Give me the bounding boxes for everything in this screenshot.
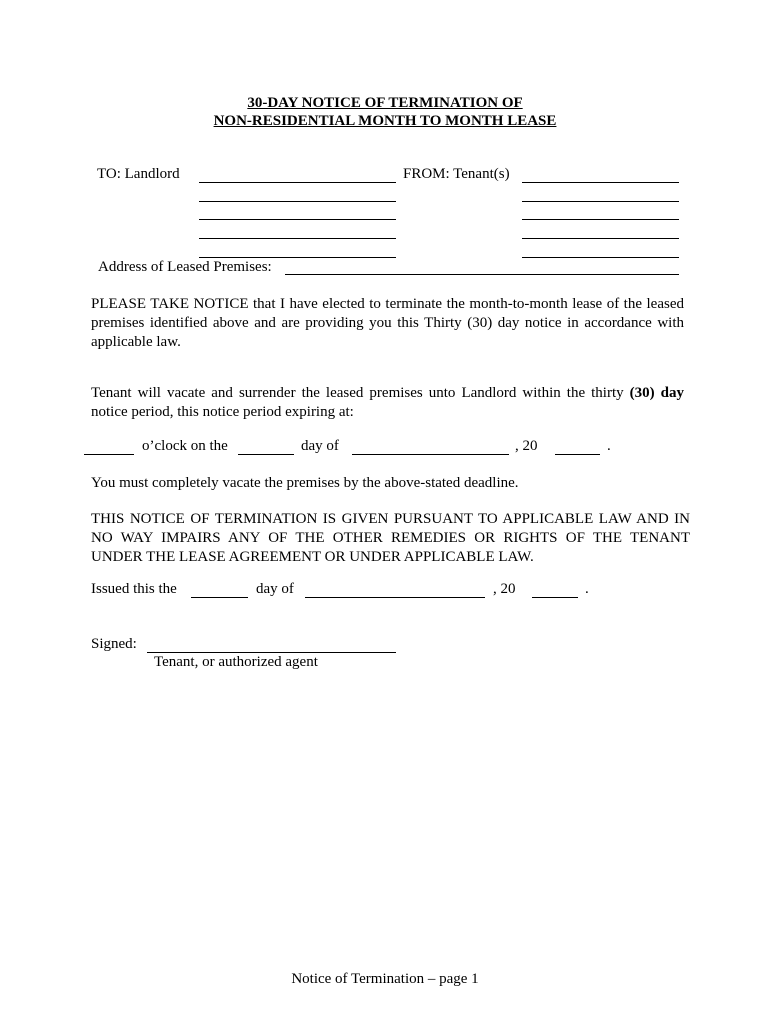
landlord-name-line-4[interactable] [199, 238, 396, 239]
issued-year-line[interactable] [532, 597, 578, 598]
expiry-month-line[interactable] [352, 454, 509, 455]
oclock-on-the-text: o’clock on the [142, 438, 228, 454]
tenant-name-line-4[interactable] [522, 238, 679, 239]
address-field-line[interactable] [285, 274, 679, 275]
landlord-name-line-1[interactable] [199, 182, 396, 183]
landlord-name-line-5[interactable] [199, 257, 396, 258]
expiry-year-prefix: , 20 [515, 438, 538, 454]
expiry-year-line[interactable] [555, 454, 600, 455]
issued-year-prefix: , 20 [493, 581, 516, 597]
vacate-paragraph [91, 384, 684, 422]
tenant-name-line-1[interactable] [522, 182, 679, 183]
vacate-text-start: Tenant will vacate and surrender the leased premises unto Landlord within the thirty [91, 385, 630, 401]
tenant-name-line-5[interactable] [522, 257, 679, 258]
signed-label: Signed: [91, 636, 137, 652]
expiry-period: . [607, 438, 611, 454]
vacate-text-bold: (30) day [629, 385, 684, 401]
expiry-day-line[interactable] [238, 454, 294, 455]
issued-day-of-text: day of [256, 581, 294, 597]
document-title-line-1: 30-DAY NOTICE OF TERMINATION OF [247, 95, 523, 111]
signature-line[interactable] [147, 652, 396, 653]
landlord-name-line-3[interactable] [199, 219, 396, 220]
page-footer: Notice of Termination – page 1 [291, 971, 479, 987]
must-vacate-text: You must completely vacate the premises by the above-stated deadline. [91, 475, 519, 491]
notice-paragraph: PLEASE TAKE NOTICE that I have elected to terminate the month-to-month lease of the leased premises identified above and are providing you this Thirty (30) day notice in accordance with applicable law. [91, 296, 684, 350]
landlord-name-line-2[interactable] [199, 201, 396, 202]
pursuant-paragraph: THIS NOTICE OF TERMINATION IS GIVEN PURSUANT TO APPLICABLE LAW AND IN NO WAY IMPAIRS ANY OF THE OTHER REMEDIES OR RIGHTS OF THE TENANT UNDER THE LEASE AGREEMENT OR UNDER APPLICABLE LAW. [91, 511, 690, 565]
expiry-hour-line[interactable] [84, 454, 134, 455]
to-landlord-label: TO: Landlord [97, 166, 180, 182]
issued-this-the-text: Issued this the [91, 581, 177, 597]
address-label: Address of Leased Premises: [98, 259, 272, 275]
issued-day-line[interactable] [191, 597, 248, 598]
tenant-name-line-2[interactable] [522, 201, 679, 202]
expiry-day-of-text: day of [301, 438, 339, 454]
tenant-name-line-3[interactable] [522, 219, 679, 220]
from-tenant-label: FROM: Tenant(s) [403, 166, 510, 182]
issued-period: . [585, 581, 589, 597]
vacate-text-end: notice period, this notice period expiring at: [91, 404, 354, 420]
signature-caption: Tenant, or authorized agent [154, 654, 318, 670]
document-title-line-2: NON-RESIDENTIAL MONTH TO MONTH LEASE [213, 113, 557, 129]
issued-month-line[interactable] [305, 597, 485, 598]
